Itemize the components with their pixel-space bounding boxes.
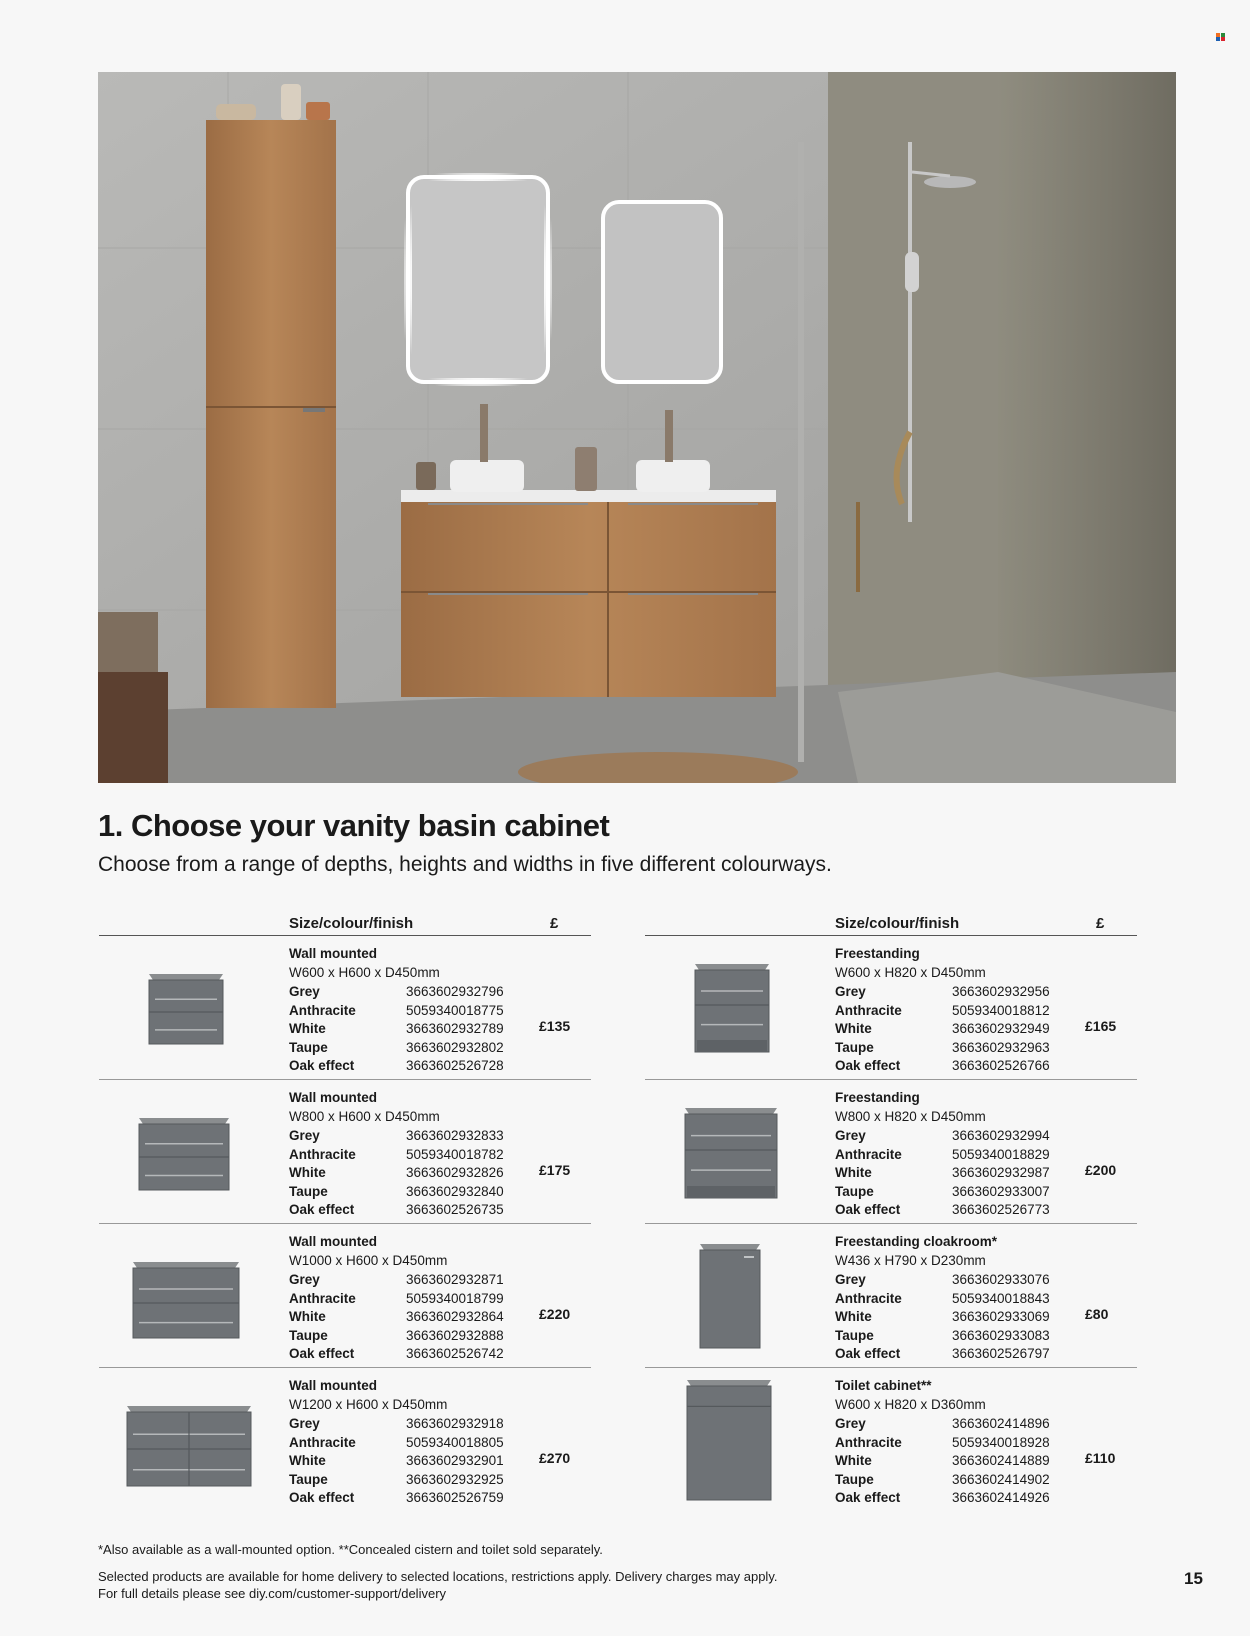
variant-colour: Taupe <box>289 1039 328 1055</box>
page-number: 15 <box>1184 1569 1203 1588</box>
cabinet-dimensions: W1000 x H600 x D450mm <box>289 1253 448 1268</box>
variant-product-code: 3663602932802 <box>406 1039 504 1055</box>
variant-product-code: 3663602932840 <box>406 1183 504 1199</box>
variant-product-code: 3663602526735 <box>406 1202 504 1218</box>
variant-product-code: 3663602526773 <box>952 1202 1050 1218</box>
variant-product-code: 3663602414889 <box>952 1453 1050 1469</box>
variant-product-code: 5059340018812 <box>952 1002 1050 1018</box>
variant-colour: White <box>289 1165 326 1181</box>
cabinet-image <box>99 936 279 1079</box>
cabinet-type: Wall mounted <box>289 946 377 961</box>
variant-colour: Taupe <box>835 1471 874 1487</box>
variant-colour: Grey <box>835 984 866 999</box>
variant-colour: Grey <box>835 1416 866 1431</box>
cabinet-image <box>99 1080 279 1223</box>
variant-colour: Grey <box>289 1272 320 1287</box>
logo-square-red <box>1221 37 1225 41</box>
cabinet-type: Freestanding <box>835 1090 920 1105</box>
variant-product-code: 5059340018829 <box>952 1146 1050 1162</box>
variant-colour: Oak effect <box>835 1490 901 1506</box>
cabinet-image <box>99 1368 279 1511</box>
header-price: £ <box>1096 915 1105 932</box>
cabinet-price: £165 <box>1085 1018 1117 1034</box>
variant-colour: Taupe <box>289 1327 328 1343</box>
cabinet-type: Wall mounted <box>289 1234 377 1249</box>
variant-product-code: 3663602932994 <box>952 1128 1050 1143</box>
variant-colour: Oak effect <box>289 1490 355 1506</box>
variant-colour: White <box>835 1453 872 1469</box>
cabinet-type: Wall mounted <box>289 1378 377 1393</box>
variant-product-code: 5059340018775 <box>406 1002 504 1018</box>
delivery-info-line1: Selected products are available for home delivery to selected locations, restrictions apply. Delivery charges may apply. <box>98 1569 778 1584</box>
cabinet-image <box>99 1224 279 1367</box>
cabinet-dimensions: W1200 x H600 x D450mm <box>289 1397 448 1412</box>
table-row <box>645 1368 1137 1511</box>
variant-colour: White <box>835 1165 872 1181</box>
variant-product-code: 3663602933007 <box>952 1183 1050 1199</box>
variant-product-code: 3663602414926 <box>952 1490 1050 1506</box>
table-row <box>99 936 591 1080</box>
variant-product-code: 3663602932963 <box>952 1039 1050 1055</box>
cabinet-type: Freestanding cloakroom* <box>835 1234 998 1249</box>
variant-colour: Anthracite <box>835 1434 902 1450</box>
table-header <box>99 897 591 936</box>
variant-product-code: 3663602932987 <box>952 1165 1050 1181</box>
table-row <box>645 1224 1137 1368</box>
variant-colour: Grey <box>835 1272 866 1287</box>
variant-colour: Taupe <box>835 1183 874 1199</box>
variant-product-code: 3663602526766 <box>952 1058 1050 1074</box>
footnote: *Also available as a wall-mounted option. **Concealed cistern and toilet sold separately. <box>98 1542 603 1557</box>
bathroom-photo <box>98 72 1176 783</box>
cabinet-dimensions: W436 x H790 x D230mm <box>835 1253 986 1268</box>
variant-product-code: 3663602932888 <box>406 1327 504 1343</box>
logo-square-blue <box>1216 37 1220 41</box>
variant-product-code: 3663602932925 <box>406 1471 504 1487</box>
variant-product-code: 3663602526797 <box>952 1346 1050 1362</box>
page-subtitle: Choose from a range of depths, heights and widths in five different colourways. <box>98 853 832 876</box>
variant-product-code: 5059340018782 <box>406 1146 504 1162</box>
variant-product-code: 3663602414896 <box>952 1416 1050 1431</box>
variant-product-code: 3663602933083 <box>952 1327 1050 1343</box>
cabinet-type: Wall mounted <box>289 1090 377 1105</box>
variant-product-code: 5059340018799 <box>406 1290 504 1306</box>
variant-product-code: 3663602932956 <box>952 984 1050 999</box>
variant-product-code: 3663602932796 <box>406 984 504 999</box>
variant-colour: Anthracite <box>289 1434 356 1450</box>
table-row <box>99 1080 591 1224</box>
header-price: £ <box>550 915 559 932</box>
table-row <box>99 1368 591 1511</box>
variant-colour: White <box>835 1309 872 1325</box>
variant-colour: White <box>289 1021 326 1037</box>
variant-colour: White <box>289 1309 326 1325</box>
cabinet-type: Freestanding <box>835 946 920 961</box>
table-header <box>645 897 1137 936</box>
variant-product-code: 3663602932901 <box>406 1453 504 1469</box>
variant-colour: Taupe <box>835 1039 874 1055</box>
freestanding-table <box>645 897 1137 1511</box>
variant-colour: Anthracite <box>289 1290 356 1306</box>
cabinet-type: Toilet cabinet** <box>835 1378 932 1393</box>
variant-product-code: 3663602526759 <box>406 1490 504 1506</box>
cabinet-dimensions: W600 x H820 x D360mm <box>835 1397 986 1412</box>
variant-product-code: 3663602933076 <box>952 1272 1050 1287</box>
variant-product-code: 3663602932864 <box>406 1309 504 1325</box>
variant-colour: Anthracite <box>835 1290 902 1306</box>
page-title: 1. Choose your vanity basin cabinet <box>98 808 610 843</box>
variant-product-code: 3663602932826 <box>406 1165 504 1181</box>
variant-product-code: 3663602414902 <box>952 1471 1050 1487</box>
variant-colour: Taupe <box>835 1327 874 1343</box>
variant-colour: Oak effect <box>835 1346 901 1362</box>
cabinet-image <box>645 1368 825 1511</box>
variant-colour: Oak effect <box>835 1202 901 1218</box>
cabinet-price: £175 <box>539 1162 571 1178</box>
variant-colour: Grey <box>289 984 320 999</box>
cabinet-price: £220 <box>539 1306 571 1322</box>
brand-logo-mark <box>1216 33 1226 41</box>
table-row <box>645 1080 1137 1224</box>
variant-product-code: 5059340018928 <box>952 1434 1050 1450</box>
cabinet-image <box>645 1080 825 1223</box>
variant-colour: White <box>289 1453 326 1469</box>
table-rows <box>99 936 591 1511</box>
cabinet-price: £135 <box>539 1018 571 1034</box>
cabinet-dimensions: W800 x H820 x D450mm <box>835 1109 986 1124</box>
variant-product-code: 5059340018805 <box>406 1434 504 1450</box>
cabinet-price: £80 <box>1085 1306 1109 1322</box>
variant-colour: Grey <box>289 1416 320 1431</box>
variant-product-code: 3663602932871 <box>406 1272 504 1287</box>
variant-colour: Anthracite <box>835 1146 902 1162</box>
variant-colour: White <box>835 1021 872 1037</box>
table-row <box>645 936 1137 1080</box>
variant-colour: Taupe <box>289 1471 328 1487</box>
variant-colour: Grey <box>289 1128 320 1143</box>
variant-colour: Anthracite <box>289 1002 356 1018</box>
cabinet-dimensions: W600 x H820 x D450mm <box>835 965 986 980</box>
variant-product-code: 3663602932833 <box>406 1128 504 1143</box>
variant-product-code: 3663602933069 <box>952 1309 1050 1325</box>
variant-product-code: 3663602526742 <box>406 1346 504 1362</box>
variant-product-code: 5059340018843 <box>952 1290 1050 1306</box>
variant-colour: Taupe <box>289 1183 328 1199</box>
variant-colour: Anthracite <box>289 1146 356 1162</box>
variant-product-code: 3663602932789 <box>406 1021 504 1037</box>
header-size-colour-finish: Size/colour/finish <box>835 915 960 932</box>
wall-mounted-table <box>99 897 591 1511</box>
table-row <box>99 1224 591 1368</box>
cabinet-image <box>645 936 825 1079</box>
variant-product-code: 3663602526728 <box>406 1058 504 1074</box>
variant-product-code: 3663602932949 <box>952 1021 1050 1037</box>
variant-colour: Oak effect <box>289 1202 355 1218</box>
variant-colour: Oak effect <box>835 1058 901 1074</box>
cabinet-price: £200 <box>1085 1162 1117 1178</box>
cabinet-price: £270 <box>539 1450 571 1466</box>
cabinet-image <box>645 1224 825 1367</box>
cabinet-price: £110 <box>1085 1450 1116 1466</box>
variant-colour: Oak effect <box>289 1346 355 1362</box>
cabinet-dimensions: W600 x H600 x D450mm <box>289 965 440 980</box>
variant-colour: Grey <box>835 1128 866 1143</box>
delivery-info-line2: For full details please see diy.com/customer-support/delivery <box>98 1586 447 1601</box>
cabinet-dimensions: W800 x H600 x D450mm <box>289 1109 440 1124</box>
variant-colour: Anthracite <box>835 1002 902 1018</box>
header-size-colour-finish: Size/colour/finish <box>289 915 414 932</box>
table-rows <box>645 936 1137 1511</box>
variant-colour: Oak effect <box>289 1058 355 1074</box>
variant-product-code: 3663602932918 <box>406 1416 504 1431</box>
